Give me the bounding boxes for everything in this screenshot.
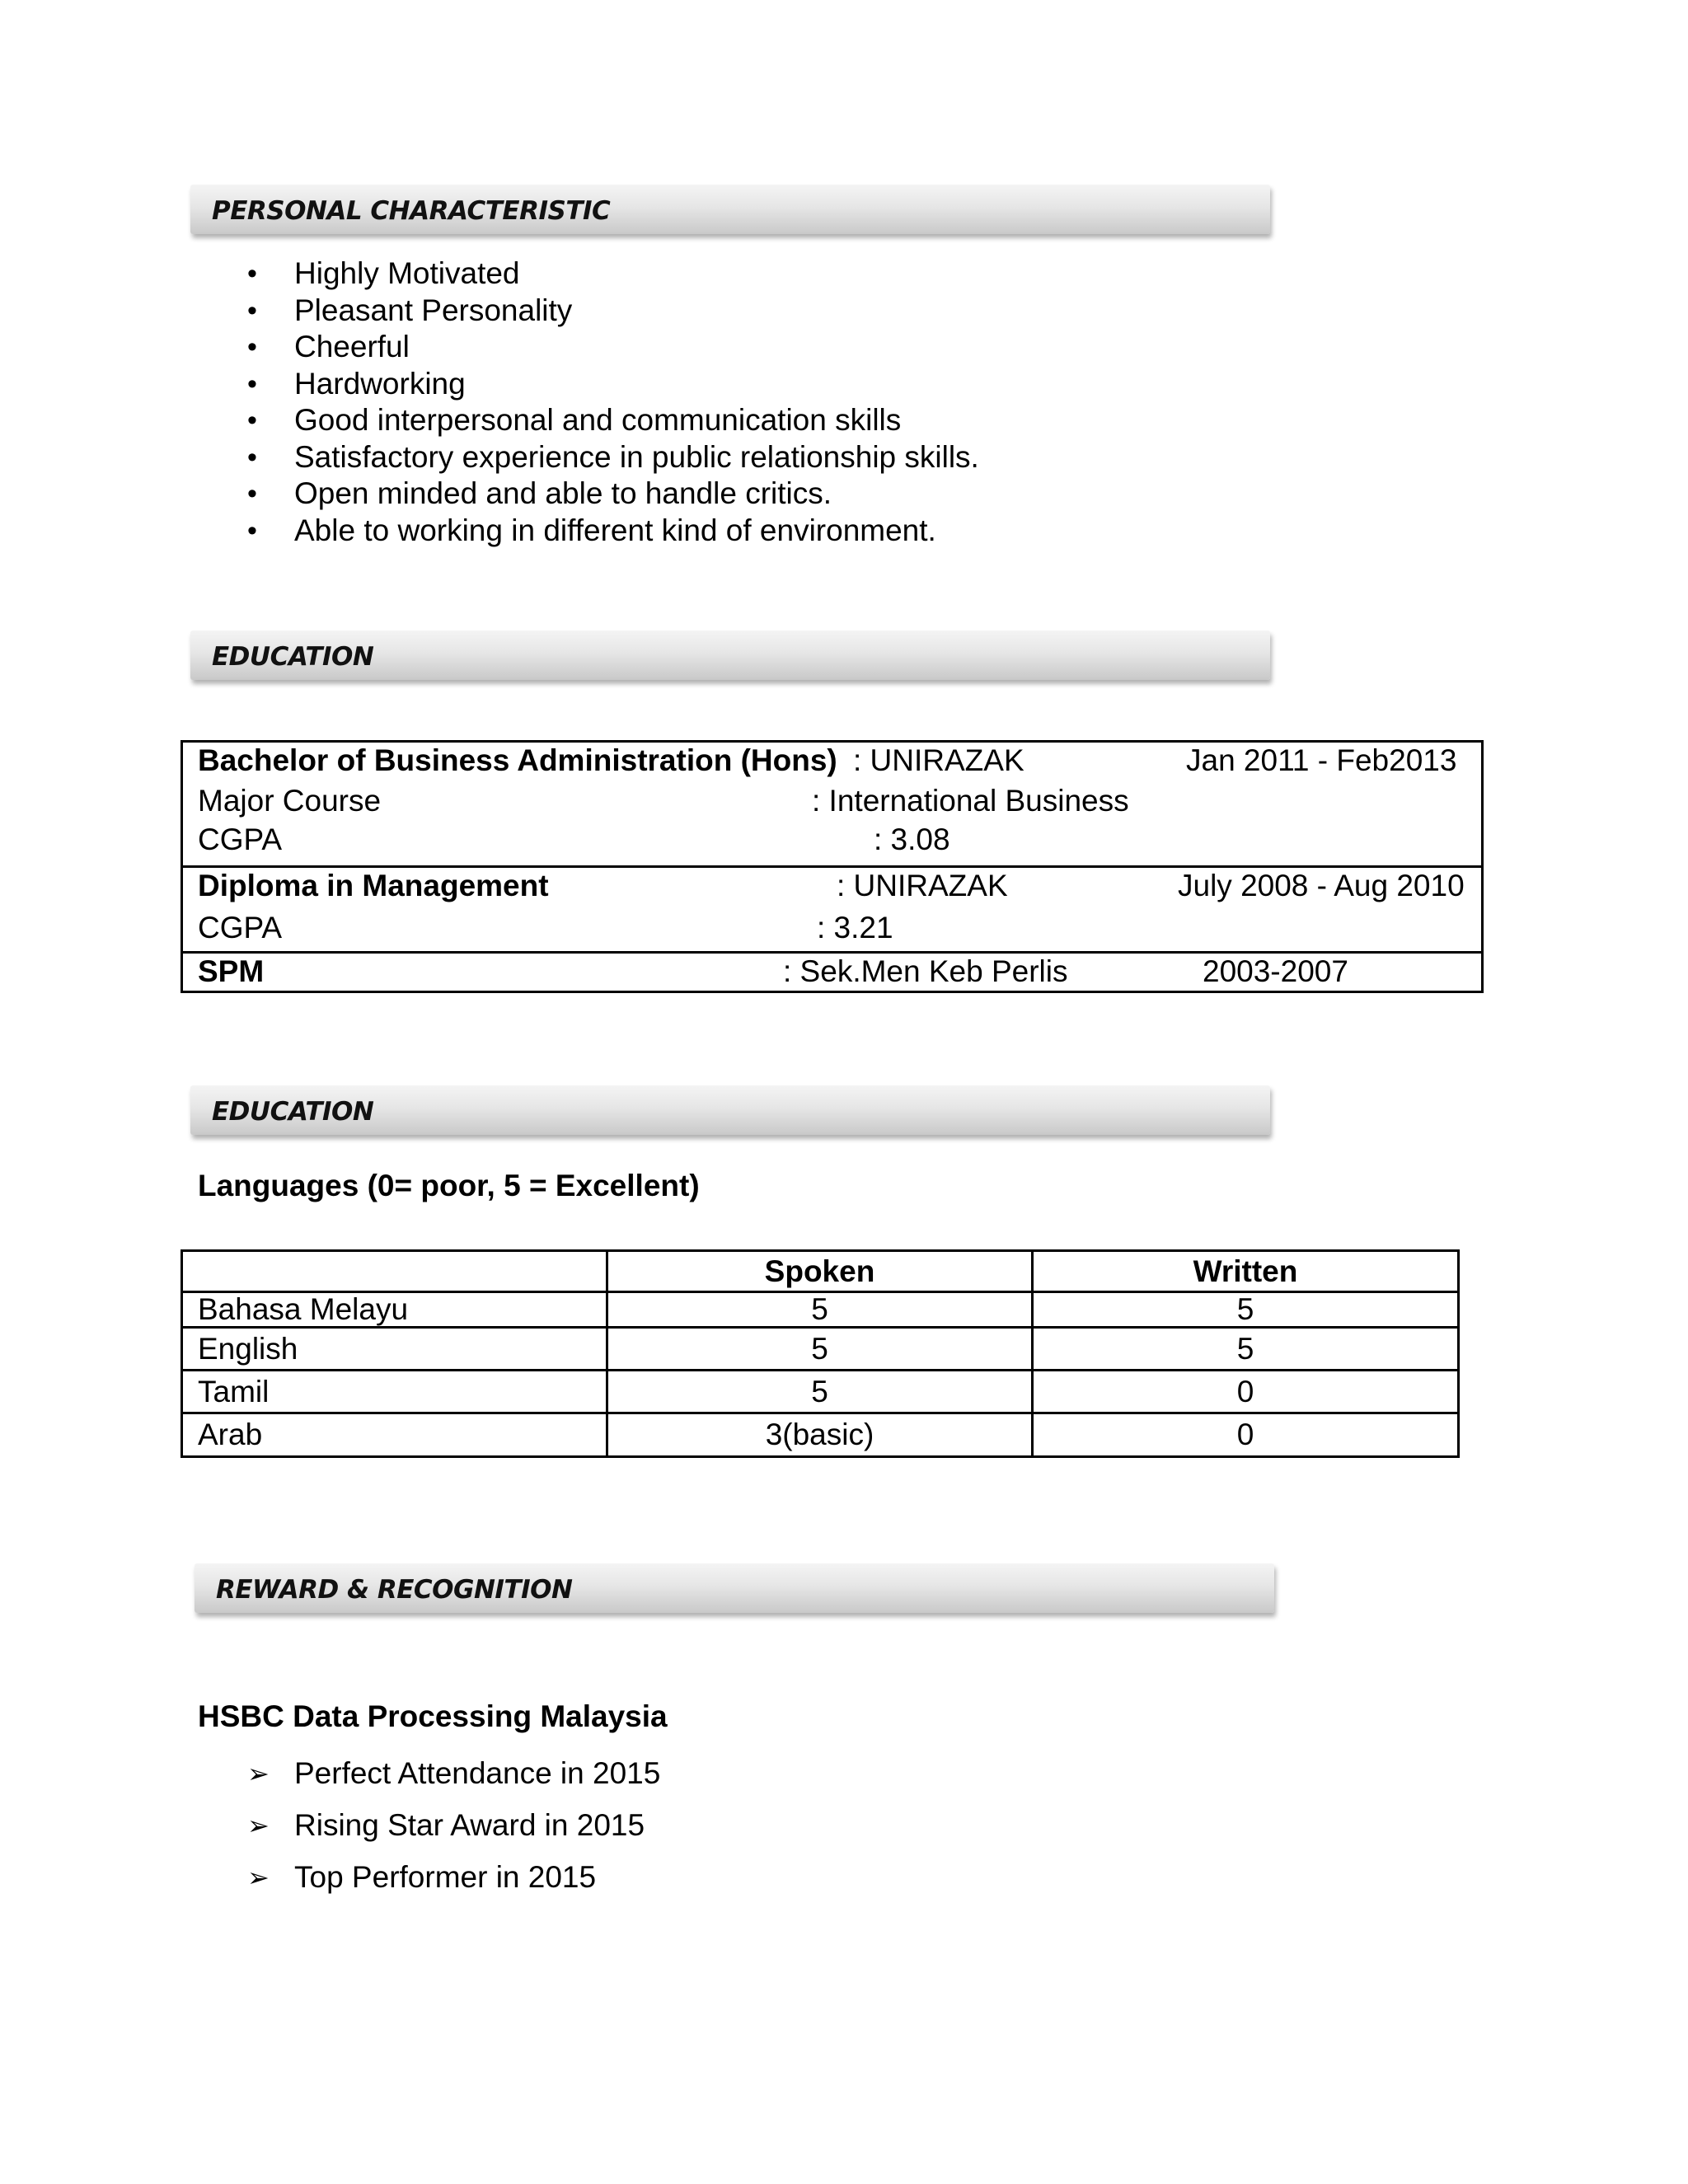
cgpa-value: : 3.21 xyxy=(817,911,893,944)
arrow-bullet-icon: ➢ xyxy=(247,1810,270,1841)
section-title: EDUCATION xyxy=(212,642,374,672)
cgpa-value: : 3.08 xyxy=(874,823,950,856)
bullet-icon: • xyxy=(247,294,257,326)
language-name: Bahasa Melayu xyxy=(182,1292,607,1328)
education-table xyxy=(181,740,1484,993)
table-row xyxy=(182,1371,1459,1413)
arrow-bullet-icon: ➢ xyxy=(247,1758,270,1789)
language-name: Tamil xyxy=(182,1371,607,1413)
cgpa-label: CGPA xyxy=(198,823,283,856)
list-item: • Good interpersonal and communication skills xyxy=(247,402,979,439)
table-row xyxy=(182,1328,1459,1371)
section-title: REWARD & RECOGNITION xyxy=(216,1575,573,1605)
degree-title: Bachelor of Business Administration (Hons) xyxy=(198,743,837,777)
bullet-icon: • xyxy=(247,258,257,289)
column-header xyxy=(182,1251,607,1292)
spoken-level: 3(basic) xyxy=(607,1413,1033,1457)
list-item: ➢ Top Performer in 2015 xyxy=(247,1860,597,1894)
bullet-icon: • xyxy=(247,331,257,363)
column-header-spoken: Spoken xyxy=(607,1251,1033,1292)
section-title: EDUCATION xyxy=(212,1097,374,1127)
languages-table xyxy=(181,1249,1460,1458)
diploma-title: Diploma in Management xyxy=(198,869,549,902)
section-header-personal xyxy=(190,185,1270,234)
diploma-institution: : UNIRAZAK xyxy=(837,869,1008,902)
bullet-icon: • xyxy=(247,405,257,436)
major-value: : International Business xyxy=(812,784,1129,818)
spm-institution: : Sek.Men Keb Perlis xyxy=(783,954,1068,988)
spm-title: SPM xyxy=(198,954,265,988)
bullet-icon: • xyxy=(247,441,257,473)
table-header-row xyxy=(182,1251,1459,1292)
arrow-bullet-icon: ➢ xyxy=(247,1862,270,1893)
list-item: • Highly Motivated xyxy=(247,255,979,293)
languages-title: Languages (0= poor, 5 = Excellent) xyxy=(198,1169,700,1202)
list-item: ➢ Rising Star Award in 2015 xyxy=(247,1808,645,1842)
written-level: 0 xyxy=(1033,1413,1459,1457)
list-item: • Hardworking xyxy=(247,366,979,403)
spoken-level: 5 xyxy=(607,1328,1033,1371)
section-header-education xyxy=(190,630,1270,680)
list-item: ➢ Perfect Attendance in 2015 xyxy=(247,1756,661,1790)
list-item: • Pleasant Personality xyxy=(247,293,979,330)
company-name: HSBC Data Processing Malaysia xyxy=(198,1699,668,1733)
bullet-icon: • xyxy=(247,478,257,509)
table-row xyxy=(182,1413,1459,1457)
list-item: • Cheerful xyxy=(247,329,979,366)
personal-traits-list xyxy=(247,255,979,549)
language-name: English xyxy=(182,1328,607,1371)
language-name: Arab xyxy=(182,1413,607,1457)
bullet-icon: • xyxy=(247,514,257,546)
cgpa-label: CGPA xyxy=(198,911,283,944)
list-item: • Able to working in different kind of environment. xyxy=(247,513,979,550)
bullet-icon: • xyxy=(247,368,257,400)
table-row xyxy=(182,1292,1459,1328)
awards-list xyxy=(247,1755,660,1911)
written-level: 0 xyxy=(1033,1371,1459,1413)
section-header-languages xyxy=(190,1085,1270,1135)
list-item: • Satisfactory experience in public relationship skills. xyxy=(247,439,979,476)
section-title: PERSONAL CHARACTERISTIC xyxy=(212,196,611,226)
degree-period: Jan 2011 - Feb2013 xyxy=(1186,743,1457,777)
section-header-reward xyxy=(195,1563,1274,1613)
diploma-period: July 2008 - Aug 2010 xyxy=(1178,869,1465,902)
written-level: 5 xyxy=(1033,1328,1459,1371)
degree-institution: : UNIRAZAK xyxy=(853,743,1025,777)
spm-period: 2003-2007 xyxy=(1203,954,1348,988)
spoken-level: 5 xyxy=(607,1371,1033,1413)
major-label: Major Course xyxy=(198,784,382,818)
column-header-written: Written xyxy=(1033,1251,1459,1292)
spoken-level: 5 xyxy=(607,1292,1033,1328)
written-level: 5 xyxy=(1033,1292,1459,1328)
list-item: • Open minded and able to handle critics. xyxy=(247,476,979,513)
